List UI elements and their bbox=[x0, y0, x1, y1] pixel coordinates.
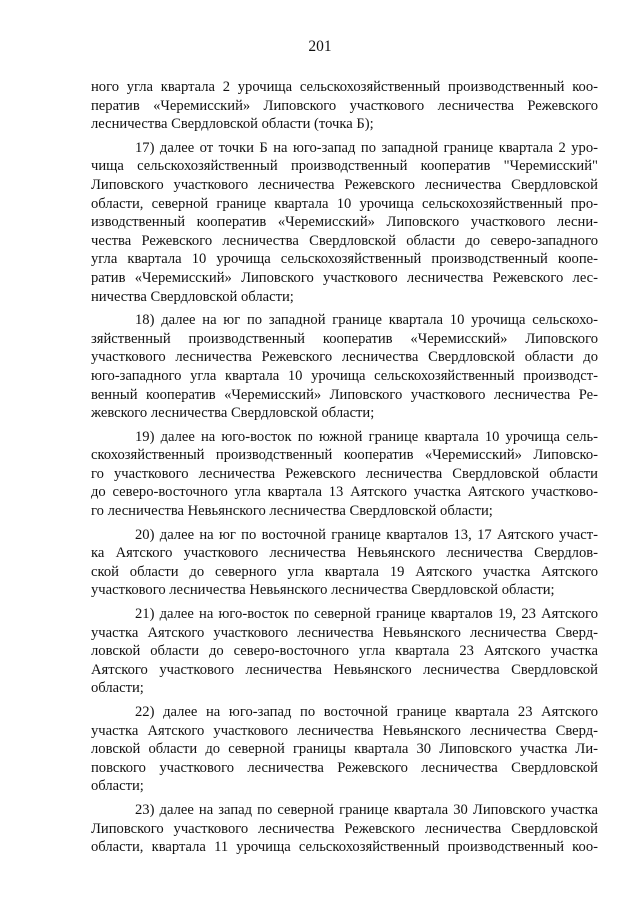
text-line: ничества Свердловской области; bbox=[91, 288, 294, 305]
text-line: венный кооператив «Черемисский» Липовского участкового лесничества Ре- bbox=[91, 386, 598, 403]
text-line: 17) далее от точки Б на юго-запад по западной границе квартала 2 уро- bbox=[135, 139, 598, 156]
text-line: 21) далее на юго-восток по северной границе кварталов 19, 23 Аятского bbox=[135, 606, 598, 623]
body-text bbox=[91, 78, 598, 862]
text-line: области, северной границе квартала 10 урочища сельскохозяйственный про- bbox=[91, 195, 598, 212]
paragraph-item-17 bbox=[91, 139, 598, 306]
paragraph-item-18 bbox=[91, 311, 598, 423]
text-line: Липовского участкового лесничества Режевского лесничества Свердловской bbox=[91, 820, 598, 837]
text-line: ператив «Черемисский» Липовского участкового лесничества Режевского bbox=[91, 97, 598, 114]
text-line: 18) далее на юг по западной границе квартала 10 урочища сельскохо- bbox=[135, 312, 598, 329]
text-line: скохозяйственный производственный кооператив «Черемисский» Липовско- bbox=[91, 447, 598, 464]
text-line: повского участкового лесничества Режевского лесничества Свердловской bbox=[91, 759, 598, 776]
text-line: участкового лесничества Невьянского лесничества Свердловской области; bbox=[91, 582, 555, 599]
text-line: ловской области до северной границы квартала 30 Липовского участка Ли- bbox=[91, 741, 598, 758]
paragraph-item-22 bbox=[91, 703, 598, 796]
text-line: области, квартала 11 урочища сельскохозяйственный производственный коо- bbox=[91, 839, 598, 856]
page-number: 201 bbox=[308, 38, 332, 55]
text-line: ного угла квартала 2 урочища сельскохозяйственный производственный коо- bbox=[91, 79, 598, 95]
text-line: изводственный кооператив «Черемисский» Липовского участкового лесни- bbox=[91, 214, 598, 231]
text-line: лесничества Свердловской области (точка Б); bbox=[91, 116, 374, 133]
text-line: 22) далее на юго-запад по восточной границе квартала 23 Аятского bbox=[135, 704, 598, 720]
text-line: участкового лесничества Режевского лесничества Свердловской области до bbox=[91, 349, 598, 366]
text-line: участка Аятского участкового лесничества Невьянского лесничества Сверд- bbox=[91, 722, 598, 739]
text-line: ской области до северного угла квартала 19 Аятского участка Аятского bbox=[91, 563, 598, 580]
text-line: Аятского участкового лесничества Невьянского лесничества Свердловской bbox=[91, 661, 598, 678]
text-line: юго-западного угла квартала 10 урочища сельскохозяйственный производст- bbox=[91, 367, 598, 384]
text-line: го лесничества Невьянского лесничества Свердловской области; bbox=[91, 503, 493, 520]
text-line: чища сельскохозяйственный производственный кооператив "Черемисский" bbox=[91, 158, 598, 175]
text-line: чества Режевского лесничества Свердловской области до северо-западного bbox=[91, 232, 598, 249]
paragraph-continuation bbox=[91, 78, 598, 134]
text-line: 19) далее на юго-восток по южной границе квартала 10 урочища сель- bbox=[135, 428, 598, 445]
text-line: ка Аятского участкового лесничества Невьянского лесничества Свердлов- bbox=[91, 545, 598, 562]
paragraph-item-21 bbox=[91, 605, 598, 698]
paragraph-item-20 bbox=[91, 526, 598, 600]
paragraph-item-19 bbox=[91, 428, 598, 521]
text-line: 20) далее на юг по восточной границе кварталов 13, 17 Аятского участ- bbox=[135, 526, 598, 543]
text-line: жевского лесничества Свердловской области; bbox=[91, 405, 375, 422]
text-line: Липовского участкового лесничества Режевского лесничества Свердловской bbox=[91, 176, 598, 193]
text-line: ратив «Черемисский» Липовского участкового лесничества Режевского лес- bbox=[91, 269, 598, 286]
text-line: области; bbox=[91, 680, 144, 697]
text-line: го участкового лесничества Режевского лесничества Свердловской области bbox=[91, 465, 598, 482]
text-line: угла квартала 10 урочища сельскохозяйственный производственный коопе- bbox=[91, 251, 598, 268]
text-line: области; bbox=[91, 778, 144, 795]
text-line: до северо-восточного угла квартала 13 Аятского участка Аятского участково- bbox=[91, 484, 598, 501]
text-line: зяйственный производственный кооператив «Черемисский» Липовского bbox=[91, 330, 598, 347]
text-line: участка Аятского участкового лесничества Невьянского лесничества Сверд- bbox=[91, 624, 598, 641]
text-line: ловской области до северо-восточного угла квартала 23 Аятского участка bbox=[91, 643, 598, 660]
paragraph-item-23 bbox=[91, 801, 598, 857]
text-line: 23) далее на запад по северной границе квартала 30 Липовского участка bbox=[135, 801, 598, 818]
